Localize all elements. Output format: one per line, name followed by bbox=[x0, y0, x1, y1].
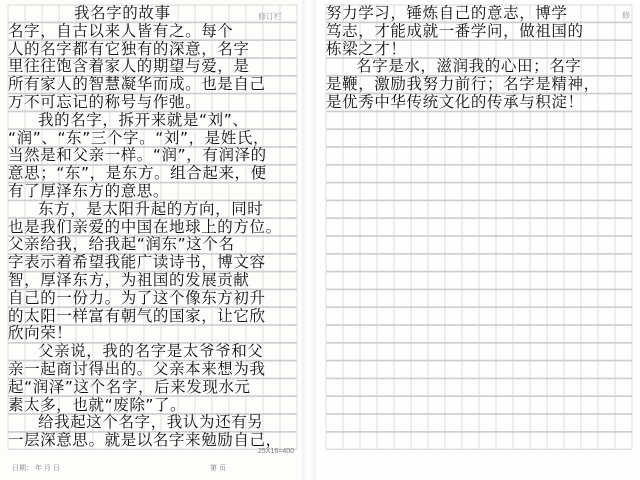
left-text-line: 我名字的故事 bbox=[74, 4, 171, 22]
right-header-mark: 修 bbox=[622, 11, 630, 20]
left-text-line: 里往往饱含着家人的期望与爱，是 bbox=[8, 57, 250, 76]
right-manuscript-page bbox=[316, 0, 640, 480]
left-text-line: 东方，是太阳升起的方向，同时 bbox=[38, 199, 264, 218]
left-text-line: 的太阳一样富有朝气的国家，让它欣 bbox=[8, 306, 266, 325]
left-text-line: 人的名字都有它独有的深意，名字 bbox=[8, 39, 250, 58]
left-text-line: 当然是和父亲一样。“润”，有润泽的 bbox=[8, 146, 267, 165]
left-text-line: 起“润泽”这个名字，后来发现水元 bbox=[8, 377, 251, 396]
left-text-line: 给我起这个名字，我认为还有另 bbox=[38, 413, 264, 432]
left-text-line: 字表示着希望我能广读诗书，博文容 bbox=[8, 253, 266, 272]
left-footer-size: 25X16=400 bbox=[258, 448, 295, 455]
left-text-line: 父亲给我，给我起“润东”这个名 bbox=[8, 235, 235, 254]
left-text-line: 自己的一份力。为了这个像东方初升 bbox=[8, 288, 266, 307]
right-text-line: 栋梁之才！ bbox=[326, 39, 407, 58]
left-text-line: 智，厚泽东方，为祖国的发展贡献 bbox=[8, 271, 250, 289]
left-text-line: 亲一起商讨得出的。父亲本来想为我 bbox=[8, 360, 266, 378]
left-text-line: 名字，自古以来人皆有之。每个 bbox=[8, 21, 234, 40]
right-text-line: 名字是水，滋润我的心田；名字 bbox=[356, 57, 582, 76]
left-text-line: 父亲说，我的名字是太爷爷和父 bbox=[38, 342, 264, 361]
left-text-line: 所有家人的智慧凝华而成。也是自己 bbox=[8, 75, 266, 94]
left-text-line: 一层深意思。就是以名字来勉励自己， bbox=[8, 431, 282, 450]
right-text-line: 笃志，才能成就一番学问，做祖国的 bbox=[326, 21, 584, 40]
right-text-line: 努力学习，锤炼自己的意志，博学 bbox=[326, 4, 568, 22]
page-gutter bbox=[302, 0, 316, 480]
left-text-line: 意思；“东”，是东方。组合起来，便 bbox=[8, 164, 267, 183]
left-footer-page: 第 页 bbox=[210, 465, 226, 472]
left-text-line: 也是我们亲爱的中国在地球上的方位。 bbox=[8, 217, 282, 236]
left-text-line: 有了厚泽东方的意思。 bbox=[8, 182, 170, 200]
left-manuscript-page bbox=[0, 0, 302, 480]
left-text-line: 素太多，也就“废除”了。 bbox=[8, 395, 187, 414]
left-text-line: 欣向荣！ bbox=[8, 324, 73, 343]
right-text-line: 是鞭，激励我努力前行；名字是精神， bbox=[326, 75, 600, 94]
left-footer-date: 日期： 年 月 日 bbox=[12, 465, 60, 472]
left-header-mark: 修订栏 bbox=[258, 12, 282, 21]
left-text-line: 我的名字，拆开来就是“刘”、 bbox=[38, 110, 249, 129]
right-text-line: 是优秀中华传统文化的传承与积淀！ bbox=[326, 93, 584, 111]
left-text-line: 万不可忘记的称号与作弛。 bbox=[8, 93, 202, 111]
left-text-line: “润”、“东”三个字。“刘”，是姓氏， bbox=[8, 128, 270, 147]
